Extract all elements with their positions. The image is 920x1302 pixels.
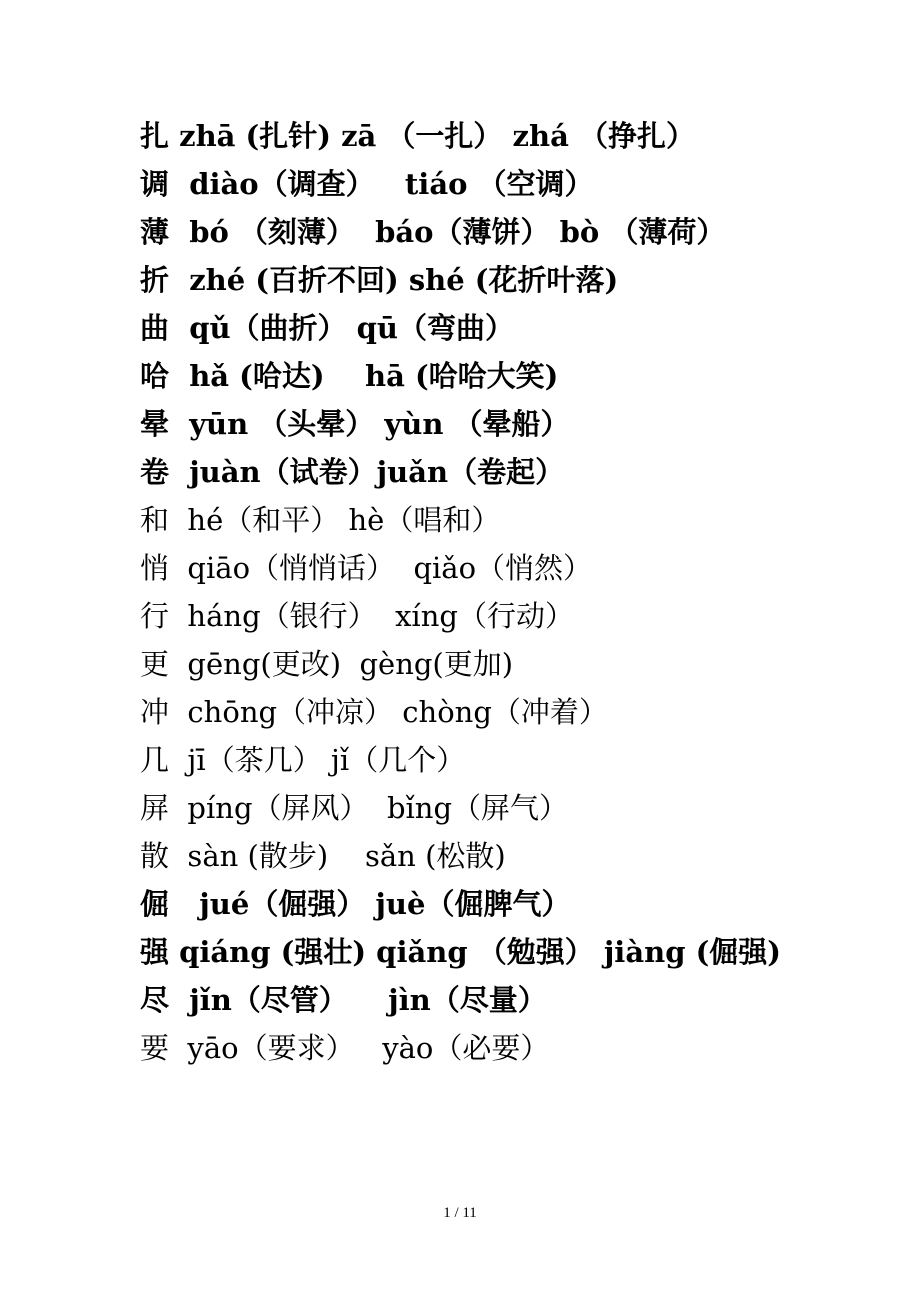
entry-zha: 扎 zhā (扎针) zā （一扎） zhá （挣扎） (140, 119, 695, 153)
entry-qiao: 悄 qiāo（悄悄话） qiǎo（悄然） (140, 551, 593, 585)
entry-he: 和 hé（和平） hè（唱和） (140, 503, 501, 537)
entry-jue: 倔 jué（倔强） juè（倔脾气） (140, 887, 571, 921)
entry-geng: 更 gēng(更改) gèng(更加) (140, 647, 514, 681)
entry-diao: 调 diào（调查） tiáo （空调） (140, 167, 594, 201)
page-number: 1 / 11 (443, 1205, 477, 1221)
entry-yao: 要 yāo（要求） yào（必要） (140, 1031, 550, 1065)
entry-zhe: 折 zhé (百折不回) shé (花折叶落) (140, 263, 619, 297)
entry-jin: 尽 jǐn（尽管） jìn（尽量） (140, 983, 547, 1017)
entry-ji: 几 jī（茶几） jǐ（几个） (140, 743, 466, 777)
entry-ping: 屏 píng（屏风） bǐng（屏气） (140, 791, 569, 825)
entry-hang: 行 háng（银行） xíng（行动） (140, 599, 574, 633)
entry-yun: 晕 yūn （头晕） yùn （晕船） (140, 407, 570, 441)
entry-qiang: 强 qiáng (强壮) qiǎng （勉强） jiàng (倔强) (140, 935, 782, 969)
entry-ha: 哈 hǎ (哈达) hā (哈哈大笑) (140, 359, 559, 393)
polyphonic-character-list (140, 112, 820, 1072)
entry-bo: 薄 bó （刻薄） báo（薄饼） bò （薄荷） (140, 215, 726, 249)
entry-qu: 曲 qǔ（曲折） qū（弯曲） (140, 311, 515, 345)
entry-san: 散 sàn (散步) sǎn (松散) (140, 839, 506, 873)
entry-juan: 卷 juàn（试卷）juǎn（卷起） (140, 455, 565, 489)
entry-chong: 冲 chōng（冲凉） chòng（冲着） (140, 695, 608, 729)
